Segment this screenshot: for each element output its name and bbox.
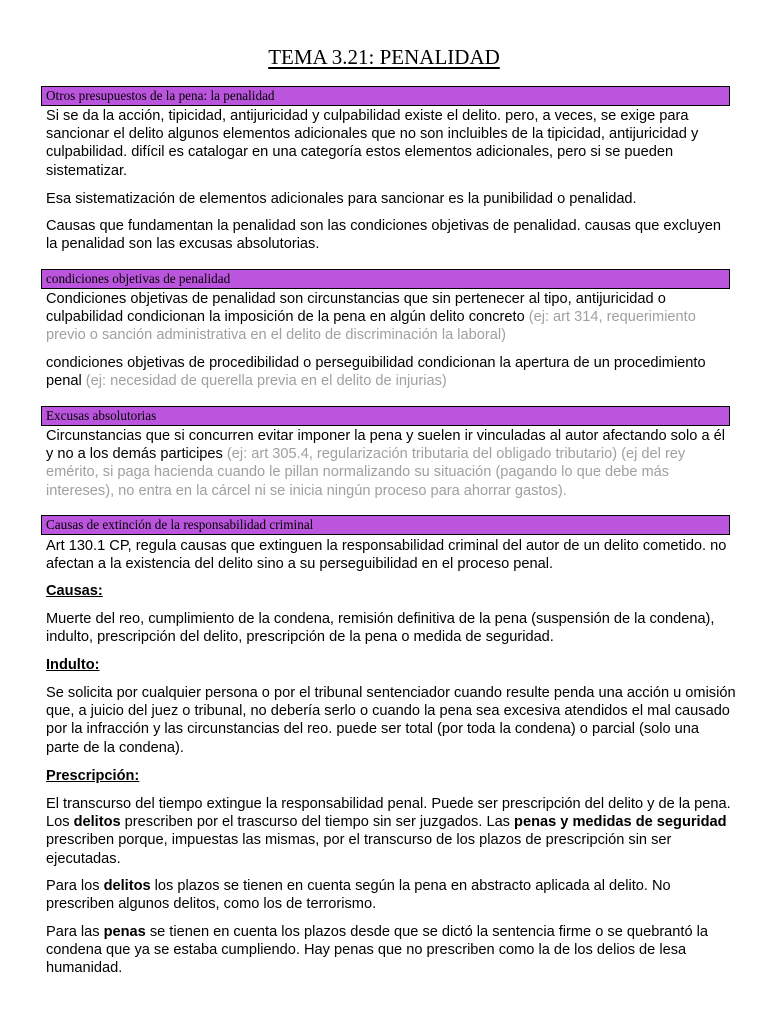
text-run: El transcurso del tiempo extingue la responsabilidad penal. Puede ser prescripción del delito y de la pena. Los [46, 796, 731, 831]
paragraph: Esa sistematización de elementos adicionales para sancionar es la punibilidad o penalidad. [46, 191, 637, 207]
paragraph [46, 923, 736, 978]
paragraph: Si se da la acción, tipicidad, antijuricidad y culpabilidad existe el delito. pero, a veces, se exige para sancionar el delito algunos elementos adicionales que no son incluibles de la tipicidad, antijuricidad y culpabilidad. difícil es catalogar en una categoría estos elementos adicionales, pero si se pueden sistematizar. [46, 108, 699, 179]
subheading-prescripcion [46, 767, 736, 785]
subheading-label: Prescripción: [46, 768, 140, 784]
subheading-indulto [46, 656, 736, 674]
paragraph: Causas que fundamentan la penalidad son las condiciones objetivas de penalidad. causas que excluyen la penalidad son las excusas absolutorias. [46, 218, 722, 253]
paragraph [46, 354, 736, 390]
paragraph [46, 427, 736, 500]
paragraph [46, 877, 736, 913]
text-run: los plazos se tienen en cuenta según la pena en abstracto aplicada al delito. No prescriben algunos delitos, como los de terrorismo. [46, 878, 671, 913]
bold-term: delitos [73, 814, 121, 831]
text-run: se tienen en cuenta los plazos desde que se dictó la sentencia firme o se quebrantó la condena que ya se estaba cumpliendo. Hay penas que no prescriben como la de los delios de lesa humanidad. [46, 924, 709, 977]
section-heading-condiciones-objetivas: condiciones objetivas de penalidad [41, 269, 730, 289]
bold-term: penas [103, 924, 146, 940]
paragraph-text: Circunstancias que si concurren evitar imponer la pena y suelen ir vinculadas al autor afectando solo a él y no a los demás participes [46, 428, 725, 463]
subheading-causas [46, 582, 736, 600]
text-run: Para las [46, 924, 104, 940]
paragraph [46, 290, 736, 345]
bold-term: penas y medidas de seguridad [514, 814, 727, 831]
paragraph: Muerte del reo, cumplimiento de la condena, remisión definitiva de la pena (suspensión de la condena), indulto, prescripción del delito, prescripción de la pena o medida de seguridad. [46, 611, 715, 646]
paragraph: Se solicita por cualquier persona o por el tribunal sentenciador cuando resulte penda una acción u omisión que, a juicio del juez o tribunal, no debería serlo o cuando la pena sea excesiva atendidos el mal causado por la infracción y las circunstancias del reo. puede ser total (por toda la condena) o parcial (solo una parte de la condena). [46, 685, 736, 756]
example-note: (ej: art 305.4, regularización tributaria del obligado tributario) (ej del rey emérito, si paga hacienda cuando le pillan normalizando su situación (pagando lo que debe más intereses), no entra en la cárcel ni se inicia ningún proceso para ahorrar gastos). [46, 446, 686, 499]
page-title: TEMA 3.21: PENALIDAD [268, 45, 500, 69]
text-run: prescriben por el trascurso del tiempo sin ser juzgados. Las [120, 814, 515, 831]
example-note: (ej: necesidad de querella previa en el delito de injurias) [85, 373, 447, 390]
text-run: Para los [46, 878, 104, 894]
example-note: (ej: art 314, requerimiento previo o sanción administrativa en el delito de discriminación la laboral) [46, 309, 696, 344]
paragraph-text: condiciones objetivas de procedibilidad o perseguibilidad condicionan la apertura de un procedimiento penal [46, 355, 706, 390]
subheading-label: Indulto: [46, 657, 100, 673]
text-run: prescriben porque, impuestas las mismas, por el transcurso de los plazos de prescripción sin ser ejecutadas. [46, 832, 672, 867]
paragraph: Art 130.1 CP, regula causas que extinguen la responsabilidad criminal del autor de un delito cometido. no afectan a la existencia del delito sino a su perseguibilidad en el proceso penal. [46, 538, 727, 573]
paragraph-text: Condiciones objetivas de penalidad son circunstancias que sin pertenecer al tipo, antijuricidad o culpabilidad condicionan la imposición de la pena en algún delito concreto [46, 291, 666, 326]
bold-term: delitos [103, 878, 151, 894]
section-heading-extincion: Causas de extinción de la responsabilidad criminal [41, 515, 730, 535]
section-heading-excusas-absolutorias: Excusas absolutorias [41, 406, 730, 426]
subheading-label: Causas: [46, 583, 103, 599]
paragraph [46, 795, 736, 868]
section-heading-penalidad: Otros presupuestos de la pena: la penalidad [41, 86, 730, 106]
